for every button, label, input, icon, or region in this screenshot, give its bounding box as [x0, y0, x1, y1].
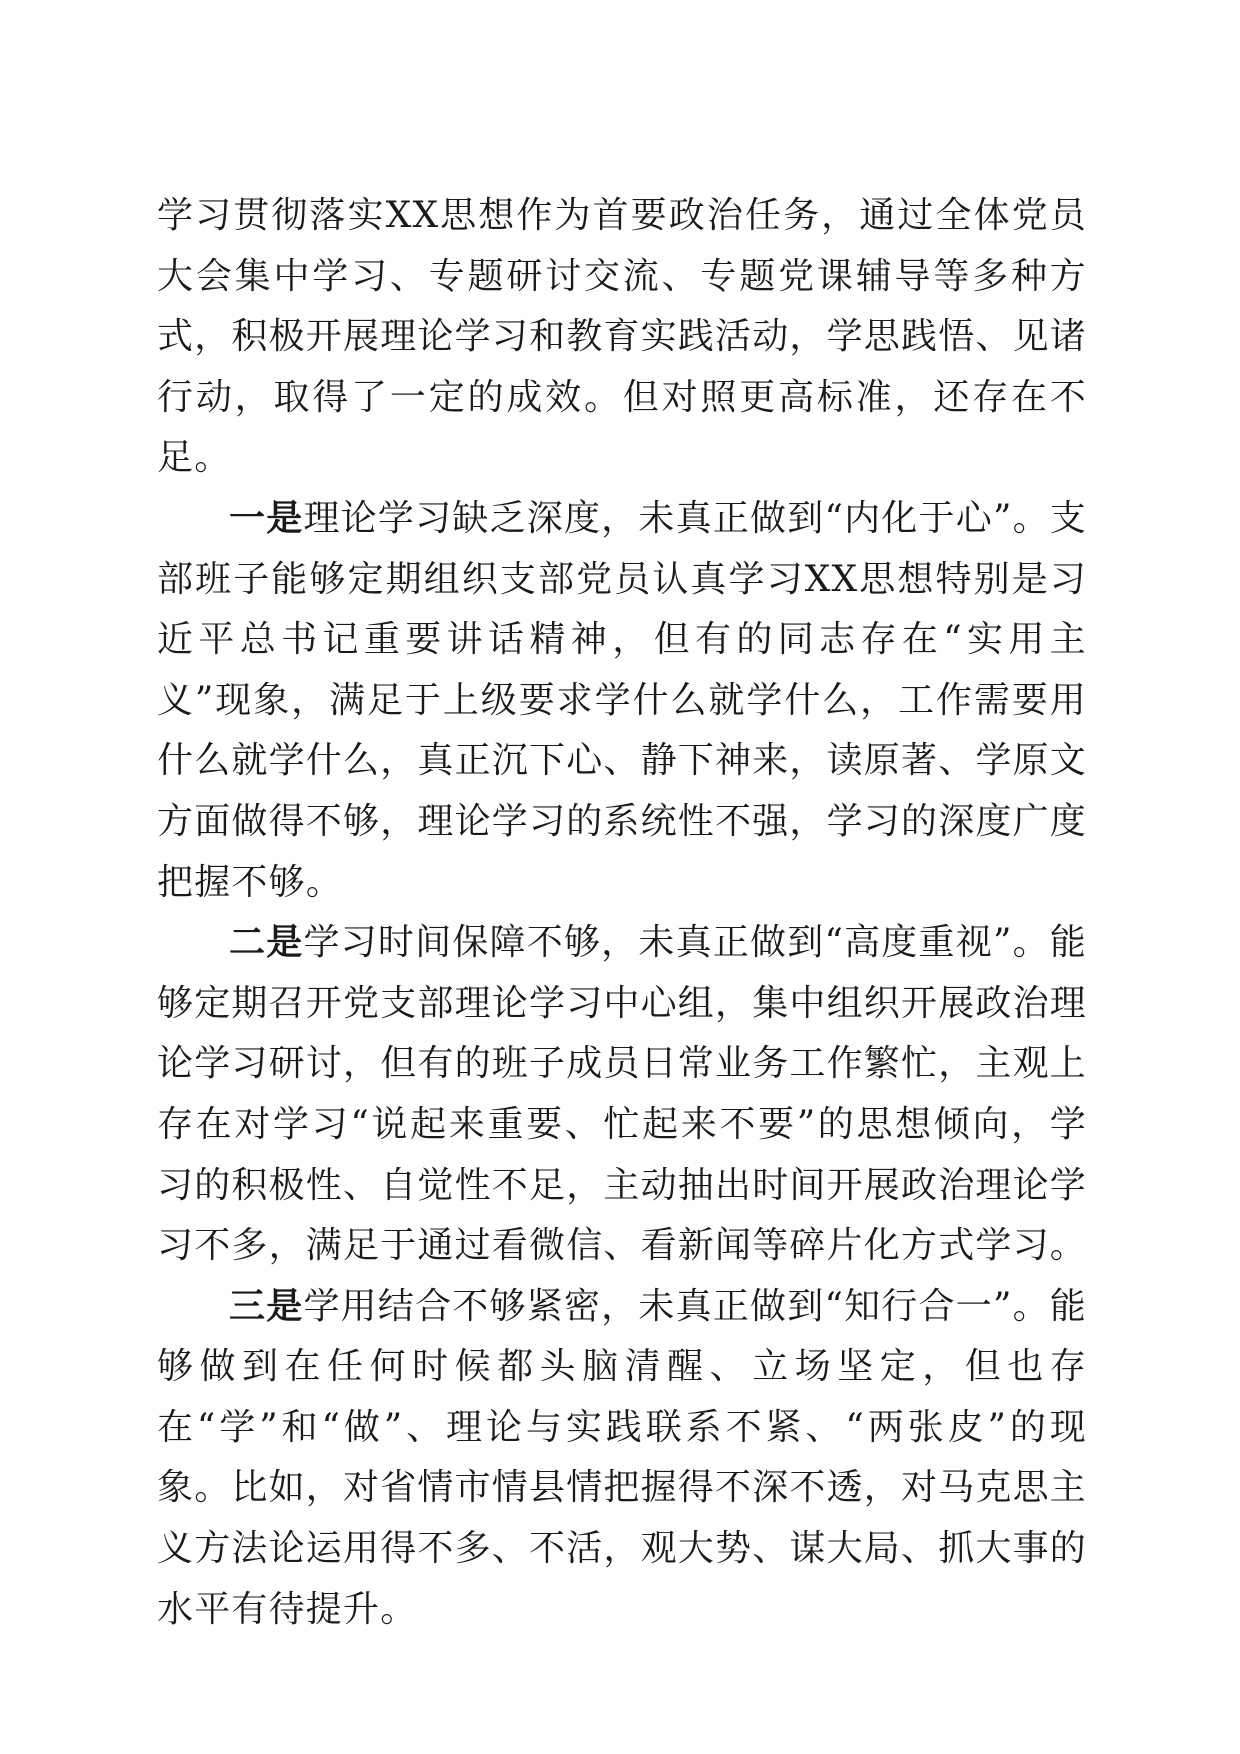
paragraph-lead: 三是 — [229, 1285, 304, 1327]
paragraph-text: 学习时间保障不够，未真正做到“高度重视”。能够定期召开党支部理论学习中心组，集中组织开展政治理论学习研讨，但有的班子成员日常业务工作繁忙，主观上存在对学习“说起来重要、忙起来不要”的思想倾向，学习的积极性、自觉性不足，主动抽出时间开展政治理论学习不多，满足于通过看微信、看新闻等碎片化方式学习。 — [157, 922, 1088, 1267]
paragraph-point-2 — [157, 913, 1087, 1277]
paragraph-text: 学用结合不够紧密，未真正做到“知行合一”。能够做到在任何时候都头脑清醒、立场坚定，但也存在“学”和“做”、理论与实践联系不紧、“两张皮”的现象。比如，对省情市情县情把握得不深不透，对马克思主义方法论运用得不多、不活，观大势、谋大局、抓大事的水平有待提升。 — [157, 1285, 1088, 1630]
paragraph-point-1 — [157, 489, 1087, 913]
document-body — [157, 186, 1087, 1640]
paragraph-lead: 一是 — [229, 497, 304, 539]
paragraph-intro — [157, 186, 1087, 489]
paragraph-lead: 二是 — [229, 922, 304, 964]
paragraph-text: 理论学习缺乏深度，未真正做到“内化于心”。支部班子能够定期组织支部党员认真学习XX思想特别是习近平总书记重要讲话精神，但有的同志存在“实用主义”现象，满足于上级要求学什么就学什么，工作需要用什么就学什么，真正沉下心、静下神来，读原著、学原文方面做得不够，理论学习的系统性不强，学习的深度广度把握不够。 — [157, 497, 1088, 903]
paragraph-point-3 — [157, 1277, 1087, 1641]
paragraph-text: 学习贯彻落实XX思想作为首要政治任务，通过全体党员大会集中学习、专题研讨交流、专题党课辅导等多种方式，积极开展理论学习和教育实践活动，学思践悟、见诸行动，取得了一定的成效。但对照更高标准，还存在不足。 — [157, 195, 1088, 479]
